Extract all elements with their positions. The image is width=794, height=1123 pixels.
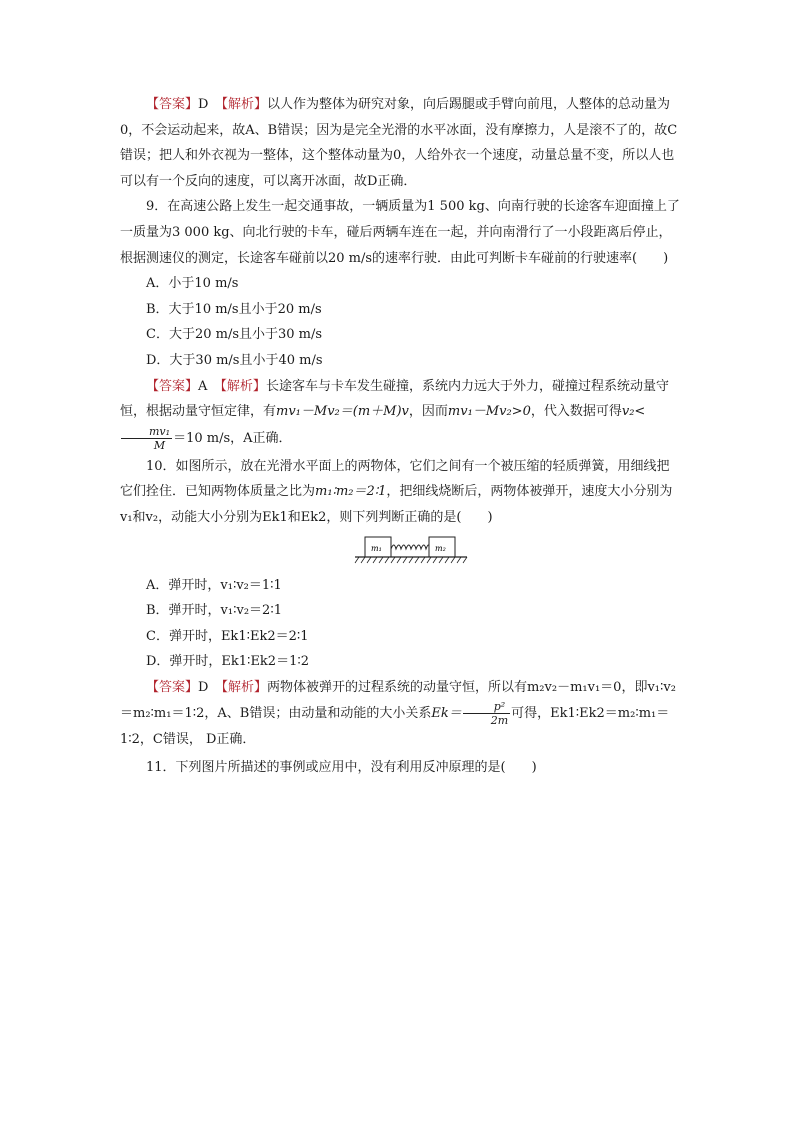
answer-value: D xyxy=(198,97,209,112)
fraction-numerator: mv₁ xyxy=(121,425,172,439)
fraction xyxy=(121,425,172,452)
spring-figure xyxy=(120,533,682,569)
ground-hatch xyxy=(355,557,467,563)
label-m2: m₂ xyxy=(435,543,446,553)
equation: v₂< xyxy=(621,404,646,420)
answer-block-10 xyxy=(120,675,682,753)
analysis-text: 可得，Ek1∶Ek2＝m₂∶m₁＝1∶2，C错误， D正确． xyxy=(120,706,670,748)
mass-ratio: m₁∶m₂＝2∶1 xyxy=(315,484,387,500)
fraction-denominator: 2m xyxy=(490,714,509,728)
analysis-text: 以人作为整体为研究对象，向后踢腿或手臂向前甩，人整体的总动量为0，不会运动起来，故A、B错误；因为是完全光滑的水平冰面，没有摩擦力，人是滚不了的，故C错误；把人和外衣视为一整体，这个整体动量为0，人给外衣一个速度，动量总量不变，所以人也可以有一个反向的速度，可以离开冰面，故D正确． xyxy=(120,97,678,189)
equation: mv₁－Mv₂＝(m＋M)v xyxy=(276,404,409,420)
fraction-denominator: M xyxy=(153,438,166,452)
answer-tag: 【答案】 xyxy=(146,378,199,394)
document-content xyxy=(120,92,682,781)
analysis-text: 两物体被弹开的过程系统的动量守恒，所以有m₂v₂－m₁v₁＝0，即v₁∶v₂＝m₂∶m₁＝1∶2，A、B错误；由动量和动能的大小关系 xyxy=(120,679,676,722)
analysis-text: ，代入数据可得 xyxy=(530,404,622,420)
q10-option-b: B．弹开时，v₁∶v₂＝2∶1 xyxy=(146,603,282,619)
answer-value: A xyxy=(198,378,208,394)
equation: mv₁－Mv₂>0 xyxy=(447,404,531,420)
analysis-tag: 【解析】 xyxy=(221,679,267,695)
answer-block-8 xyxy=(120,92,682,194)
q9-option-b: B．大于10 m/s且小于20 m/s xyxy=(146,301,322,317)
question-10-stem xyxy=(120,454,682,531)
answer-tag: 【答案】 xyxy=(146,679,199,695)
question-9-stem: 9．在高速公路上发生一起交通事故，一辆质量为1 500 kg、向南行驶的长途客车迎面撞上了一质量为3 000 kg、向北行驶的卡车，碰后两辆车连在一起，并向南滑行了一小段距离后停止，根据测速仪的测定，长途客车碰前以20 m/s的速率行驶．由此可判断卡车碰前的行驶速率( ) xyxy=(120,199,680,266)
q9-option-d: D．大于30 m/s且小于40 m/s xyxy=(146,352,323,368)
label-m1: m₁ xyxy=(371,543,382,553)
q10-option-c: C．弹开时，Ek1∶Ek2＝2∶1 xyxy=(146,628,309,644)
fraction-numerator: p² xyxy=(463,700,510,714)
answer-block-9 xyxy=(120,374,682,452)
answer-tag: 【答案】 xyxy=(146,97,199,112)
question-11-stem: 11．下列图片所描述的事例或应用中，没有利用反冲原理的是( ) xyxy=(146,760,537,776)
q10-option-d: D．弹开时，Ek1∶Ek2＝1∶2 xyxy=(146,654,310,670)
q9-option-c: C．大于20 m/s且小于30 m/s xyxy=(146,327,323,343)
spring-diagram xyxy=(353,533,469,567)
stem-text: ，把细线烧断后，两物体被弹开，速度大小分别为v₁和v₂，动能大小分别为Ek1和Ek2，则下列判断正确的是( ) xyxy=(120,484,673,525)
fraction xyxy=(463,700,510,727)
q10-option-a: A．弹开时，v₁∶v₂＝1∶1 xyxy=(146,577,282,593)
analysis-text: ，因而 xyxy=(408,404,448,420)
analysis-tag: 【解析】 xyxy=(221,97,267,112)
stem-text: 10．如图所示，放在光滑水平面上的两物体，它们之间有一个被压缩的轻质弹簧，用细线把它们拴住．已知两物体质量之比为 xyxy=(120,458,670,500)
equation: Ek＝ xyxy=(431,706,462,722)
compressed-spring xyxy=(391,545,429,549)
analysis-text: 长途客车与卡车发生碰撞，系统内力远大于外力，碰撞过程系统动量守恒，根据动量守恒定律，有 xyxy=(120,378,669,420)
answer-value: D xyxy=(198,679,209,695)
analysis-tag: 【解析】 xyxy=(220,378,266,394)
q9-option-a: A．小于10 m/s xyxy=(146,276,239,292)
analysis-text: ＝10 m/s，A正确． xyxy=(173,430,292,446)
